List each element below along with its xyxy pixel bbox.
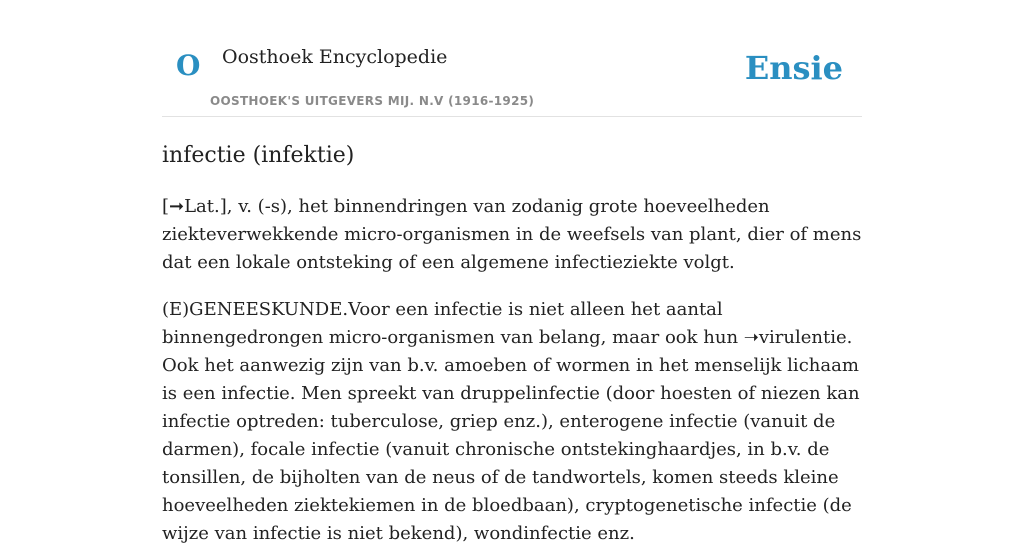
site-logo[interactable]: O: [176, 49, 201, 82]
ensie-brand-link[interactable]: Ensie: [744, 49, 843, 87]
site-title[interactable]: Oosthoek Encyclopedie: [222, 46, 448, 68]
definition-paragraph: [➞Lat.], v. (-s), het binnendringen van zodanig grote hoeveelheden ziekteverwekkende micro-organismen in de weefsels van plant, dier of mens dat een lokale ontsteking of een algemene infectieziekte volgt.: [162, 196, 862, 273]
site-subtitle: OOSTHOEK'S UITGEVERS MIJ. N.V (1916-1925): [210, 94, 535, 108]
entry-title: infectie (infektie): [162, 143, 355, 168]
page-container: [162, 0, 862, 544]
medicine-paragraph: (E)GENEESKUNDE.Voor een infectie is niet alleen het aantal binnengedrongen micro-organismen van belang, maar ook hun ➝virulentie. Ook het aanwezig zijn van b.v. amoeben of wormen in het menselijk lichaam is een infectie. Men spreekt van druppelinfectie (door hoesten of niezen kan infectie optreden: tuberculose, griep enz.), enterogene infectie (vanuit de darmen), focale infectie (vanuit chronische ontstekinghaardjes, in b.v. de tonsillen, de bijholten van de neus of de tandwortels, komen steeds kleine hoeveelheden ziektekiemen in de bloedbaan), cryptogenetische infectie (de wijze van infectie is niet bekend), wondinfectie enz.: [162, 299, 860, 544]
site-header: [162, 0, 862, 117]
